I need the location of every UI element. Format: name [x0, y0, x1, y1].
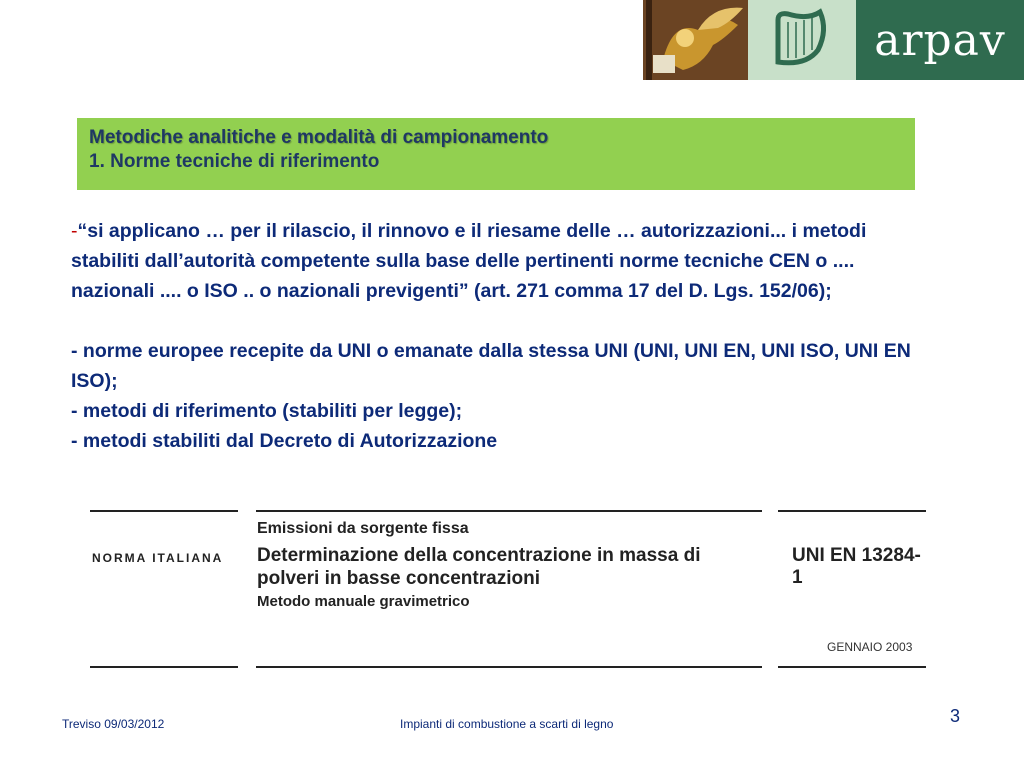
quote-dash: - [71, 220, 78, 242]
divider [90, 666, 238, 668]
quote-paragraph [71, 216, 921, 306]
norm-method: Metodo manuale gravimetrico [257, 593, 470, 610]
divider [256, 666, 762, 668]
quote-text: “si applicano … per il rilascio, il rinnovo e il riesame delle … autorizzazioni... i metodi stabiliti dall’autorità competente sulla base delle pertinenti norme tecniche CEN o .... nazionali .... o ISO .. o nazionali previgenti” (art. 271 comma 17 del D. Lgs. 152/06); [71, 220, 867, 302]
divider [256, 510, 762, 512]
slide-subtitle: 1. Norme tecniche di riferimento [89, 151, 380, 172]
divider [778, 666, 926, 668]
slide-title-box [77, 118, 915, 190]
footer-presentation-title: Impianti di combustione a scarti di legno [400, 717, 614, 731]
paragraph-gap [71, 306, 921, 336]
harp-icon [748, 0, 856, 80]
winged-lion-icon [643, 0, 748, 80]
arpav-wordmark [856, 0, 1024, 80]
norm-subtitle: Emissioni da sorgente fissa [257, 520, 469, 537]
bullet-item: - norme europee recepite da UNI o emanate dalla stessa UNI (UNI, UNI EN, UNI ISO, UNI EN ISO); [71, 340, 911, 392]
arpav-logo [643, 0, 1024, 80]
norm-code: UNI EN 13284-1 [792, 545, 921, 588]
page-number: 3 [950, 706, 961, 726]
footer-date-place: Treviso 09/03/2012 [62, 717, 165, 731]
norm-label: NORMA ITALIANA [92, 551, 224, 565]
bullet-item: - metodi stabiliti dal Decreto di Autorizzazione [71, 430, 498, 452]
norm-date: GENNAIO 2003 [827, 640, 913, 654]
divider [778, 510, 926, 512]
norm-title-line2: polveri in basse concentrazioni [257, 568, 540, 589]
slide-title: Metodiche analitiche e modalità di campionamento [89, 127, 549, 148]
norm-excerpt [90, 504, 930, 674]
slide-body [71, 216, 921, 456]
divider [90, 510, 238, 512]
arpav-wordmark-text: arpav [874, 14, 1006, 66]
bullet-item: - metodi di riferimento (stabiliti per legge); [71, 400, 463, 422]
norm-title-line1: Determinazione della concentrazione in massa di [257, 545, 701, 566]
